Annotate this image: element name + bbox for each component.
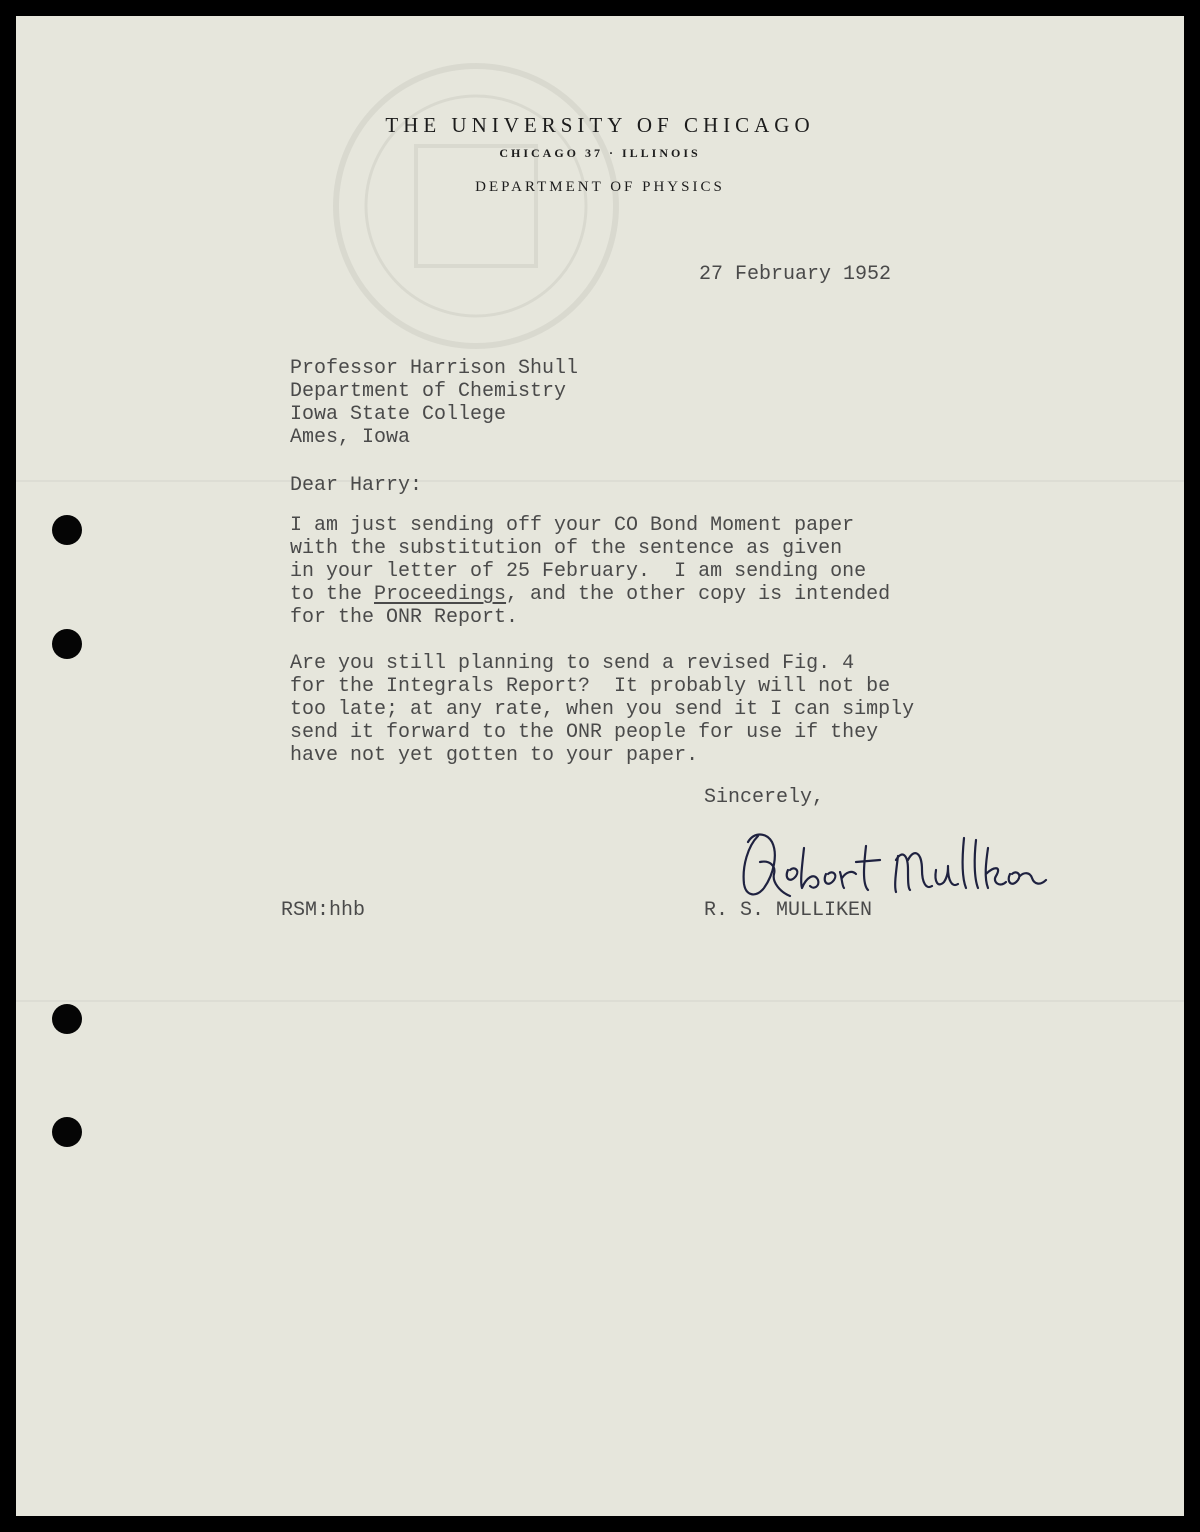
letterhead-institution: THE UNIVERSITY OF CHICAGO (385, 113, 815, 137)
paragraph-line: send it forward to the ONR people for use if they (290, 721, 879, 744)
paragraph-line: Are you still planning to send a revised Fig. 4 (290, 652, 855, 675)
typist-initials: RSM:hhb (281, 899, 366, 922)
paragraph-line (290, 584, 890, 607)
university-seal-watermark (266, 56, 686, 356)
punch-hole (52, 1117, 82, 1147)
paragraph-line: too late; at any rate, when you send it I can simply (290, 698, 915, 721)
recipient-line: Department of Chemistry (290, 380, 567, 403)
salutation: Dear Harry: (290, 474, 423, 497)
letterhead-department: DEPARTMENT OF PHYSICS (475, 179, 725, 195)
letter-paper (16, 16, 1184, 1516)
paragraph-line: with the substitution of the sentence as given (290, 537, 843, 560)
text-segment: to the (290, 583, 375, 606)
paragraph-line: for the Integrals Report? It probably will not be (290, 675, 891, 698)
punch-hole (52, 515, 82, 545)
paragraph-line: I am just sending off your CO Bond Moment paper (290, 514, 855, 537)
letter-date: 27 February 1952 (699, 263, 892, 286)
recipient-line: Ames, Iowa (290, 426, 411, 449)
punch-hole (52, 629, 82, 659)
fold-line (16, 480, 1184, 482)
signer-name: R. S. MULLIKEN (704, 899, 873, 922)
recipient-line: Iowa State College (290, 403, 507, 426)
text-segment: , and the other copy is intended (506, 583, 891, 606)
paragraph-line: for the ONR Report. (290, 606, 519, 629)
recipient-line: Professor Harrison Shull (290, 357, 579, 380)
paragraph-line: in your letter of 25 February. I am sending one (290, 560, 867, 583)
fold-line (16, 1000, 1184, 1002)
letterhead-address: CHICAGO 37 · ILLINOIS (499, 146, 701, 160)
underlined-journal-title: Proceedings (374, 583, 507, 606)
paragraph-line: have not yet gotten to your paper. (290, 744, 699, 767)
closing: Sincerely, (704, 786, 825, 809)
punch-hole (52, 1004, 82, 1034)
